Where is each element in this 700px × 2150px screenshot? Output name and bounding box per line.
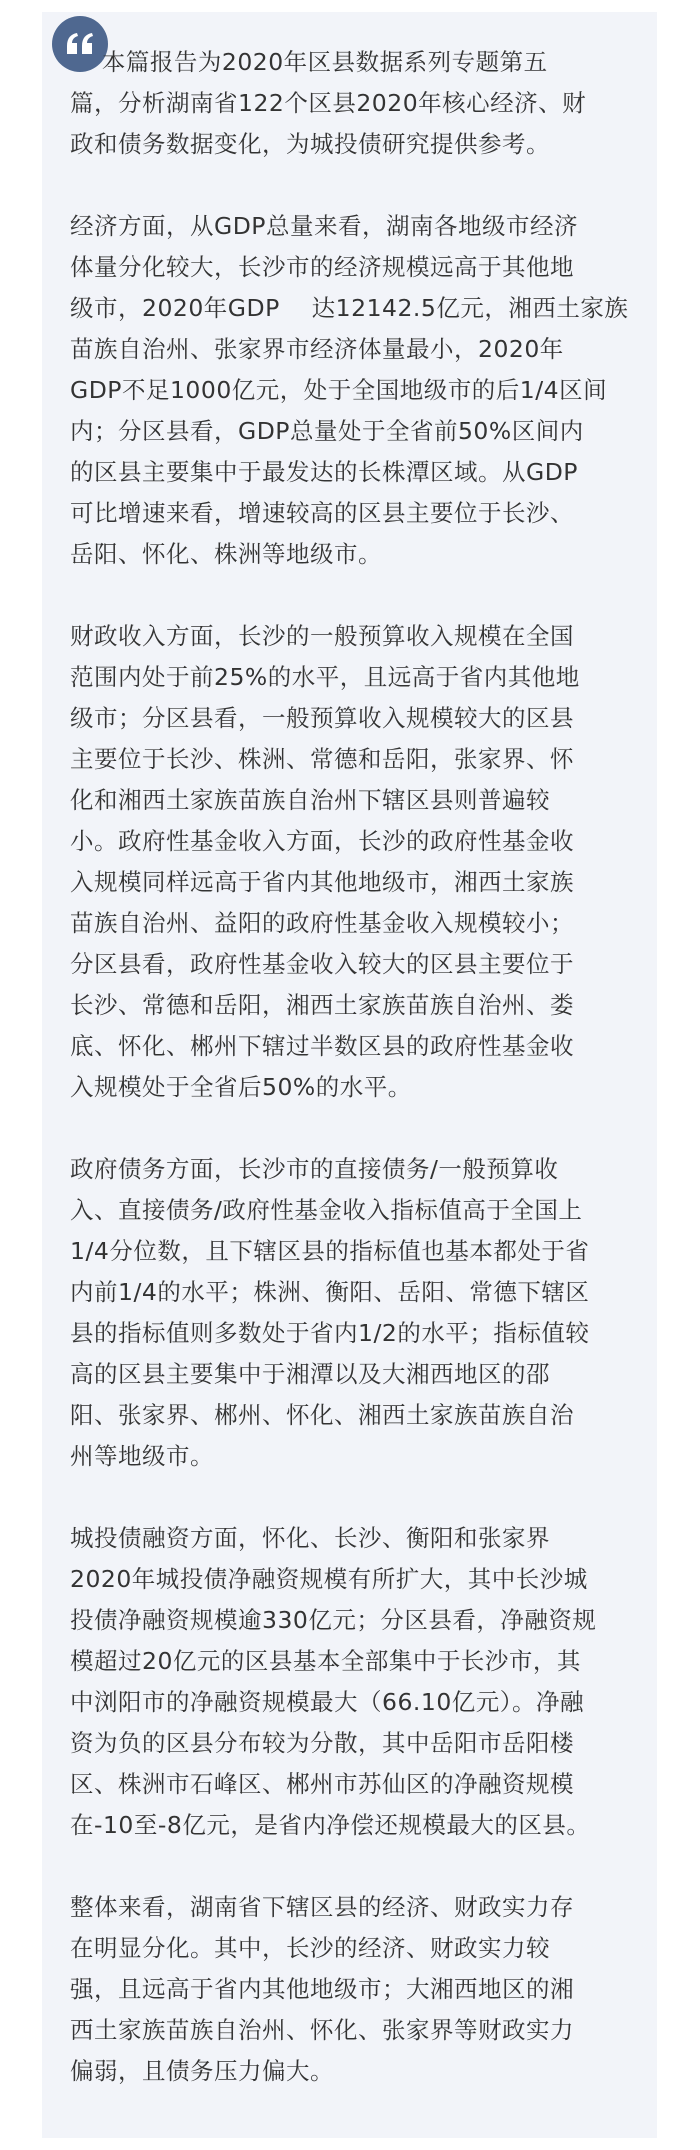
paragraph-line: 州等地级市。: [70, 1442, 214, 1470]
paragraph-line: 财政收入方面，长沙的一般预算收入规模在全国: [70, 622, 574, 650]
paragraph-line: 苗族自治州、张家界市经济体量最小，2020年: [70, 335, 564, 363]
paragraph-line: 长沙、常德和岳阳，湘西土家族苗族自治州、娄: [70, 991, 574, 1019]
paragraph-line: 区、株洲市石峰区、郴州市苏仙区的净融资规模: [70, 1770, 574, 1798]
paragraph-line: 内前1/4的水平；株洲、衡阳、岳阳、常德下辖区: [70, 1278, 590, 1306]
paragraph-line: GDP不足1000亿元，处于全国地级市的后1/4区间: [70, 376, 608, 404]
paragraph-line: 经济方面，从GDP总量来看，湖南各地级市经济: [70, 212, 578, 240]
paragraph-line: 整体来看，湖南省下辖区县的经济、财政实力存: [70, 1893, 574, 1921]
paragraph-line: 资为负的区县分布较为分散，其中岳阳市岳阳楼: [70, 1729, 574, 1757]
paragraph-line: 投债净融资规模逾330亿元；分区县看，净融资规: [70, 1606, 597, 1634]
paragraph-line: 1/4分位数，且下辖区县的指标值也基本都处于省: [70, 1237, 590, 1265]
paragraph-line: 级市；分区县看，一般预算收入规模较大的区县: [70, 704, 574, 732]
paragraph-line: 中浏阳市的净融资规模最大（66.10亿元）。净融: [70, 1688, 585, 1716]
paragraph-line: 内；分区县看，GDP总量处于全省前50%区间内: [70, 417, 584, 445]
paragraph-economy: [70, 206, 650, 575]
paragraph-line: 阳、张家界、郴州、怀化、湘西土家族苗族自治: [70, 1401, 574, 1429]
paragraph-line: 入规模同样远高于省内其他地级市，湘西土家族: [70, 868, 574, 896]
paragraph-line: 级市，2020年GDP 达12142.5亿元，湘西土家族: [70, 294, 629, 322]
paragraph-line: 城投债融资方面，怀化、长沙、衡阳和张家界: [70, 1524, 550, 1552]
paragraph-line: 篇，分析湖南省122个区县2020年核心经济、财: [70, 89, 587, 117]
paragraph-line: 在-10至-8亿元，是省内净偿还规模最大的区县。: [70, 1811, 591, 1839]
paragraph-line: 2020年城投债净融资规模有所扩大，其中长沙城: [70, 1565, 588, 1593]
paragraph-line: 小。政府性基金收入方面，长沙的政府性基金收: [70, 827, 574, 855]
paragraph-line: 县的指标值则多数处于省内1/2的水平；指标值较: [70, 1319, 590, 1347]
paragraph-line: 政府债务方面，长沙市的直接债务/一般预算收: [70, 1155, 559, 1183]
paragraph-financing: [70, 1518, 650, 1846]
paragraph-line: 在明显分化。其中，长沙的经济、财政实力较: [70, 1934, 550, 1962]
paragraph-line: 本篇报告为2020年区县数据系列专题第五: [70, 48, 548, 76]
paragraph-line: 苗族自治州、益阳的政府性基金收入规模较小；: [70, 909, 574, 937]
paragraph-line: 高的区县主要集中于湘潭以及大湘西地区的邵: [70, 1360, 550, 1388]
summary-card: [42, 12, 657, 2138]
paragraph-intro: [70, 42, 650, 165]
paragraph-line: 的区县主要集中于最发达的长株潭区域。从GDP: [70, 458, 578, 486]
paragraph-line: 模超过20亿元的区县基本全部集中于长沙市，其: [70, 1647, 581, 1675]
paragraph-line: 西土家族苗族自治州、怀化、张家界等财政实力: [70, 2016, 574, 2044]
paragraph-line: 入、直接债务/政府性基金收入指标值高于全国上: [70, 1196, 583, 1224]
paragraph-overall: [70, 1887, 650, 2092]
paragraph-debt: [70, 1149, 650, 1477]
paragraph-line: 偏弱，且债务压力偏大。: [70, 2057, 334, 2085]
paragraph-line: 强，且远高于省内其他地级市；大湘西地区的湘: [70, 1975, 574, 2003]
paragraph-line: 可比增速来看，增速较高的区县主要位于长沙、: [70, 499, 574, 527]
paragraph-line: 底、怀化、郴州下辖过半数区县的政府性基金收: [70, 1032, 574, 1060]
paragraph-line: 范围内处于前25%的水平，且远高于省内其他地: [70, 663, 580, 691]
paragraph-line: 岳阳、怀化、株洲等地级市。: [70, 540, 382, 568]
paragraph-line: 分区县看，政府性基金收入较大的区县主要位于: [70, 950, 574, 978]
paragraph-fiscal: [70, 616, 650, 1108]
paragraph-line: 主要位于长沙、株洲、常德和岳阳，张家界、怀: [70, 745, 574, 773]
paragraph-line: 化和湘西土家族苗族自治州下辖区县则普遍较: [70, 786, 550, 814]
report-summary-text: [70, 42, 650, 2092]
paragraph-line: 入规模处于全省后50%的水平。: [70, 1073, 412, 1101]
paragraph-line: 体量分化较大，长沙市的经济规模远高于其他地: [70, 253, 574, 281]
paragraph-line: 政和债务数据变化，为城投债研究提供参考。: [70, 130, 550, 158]
